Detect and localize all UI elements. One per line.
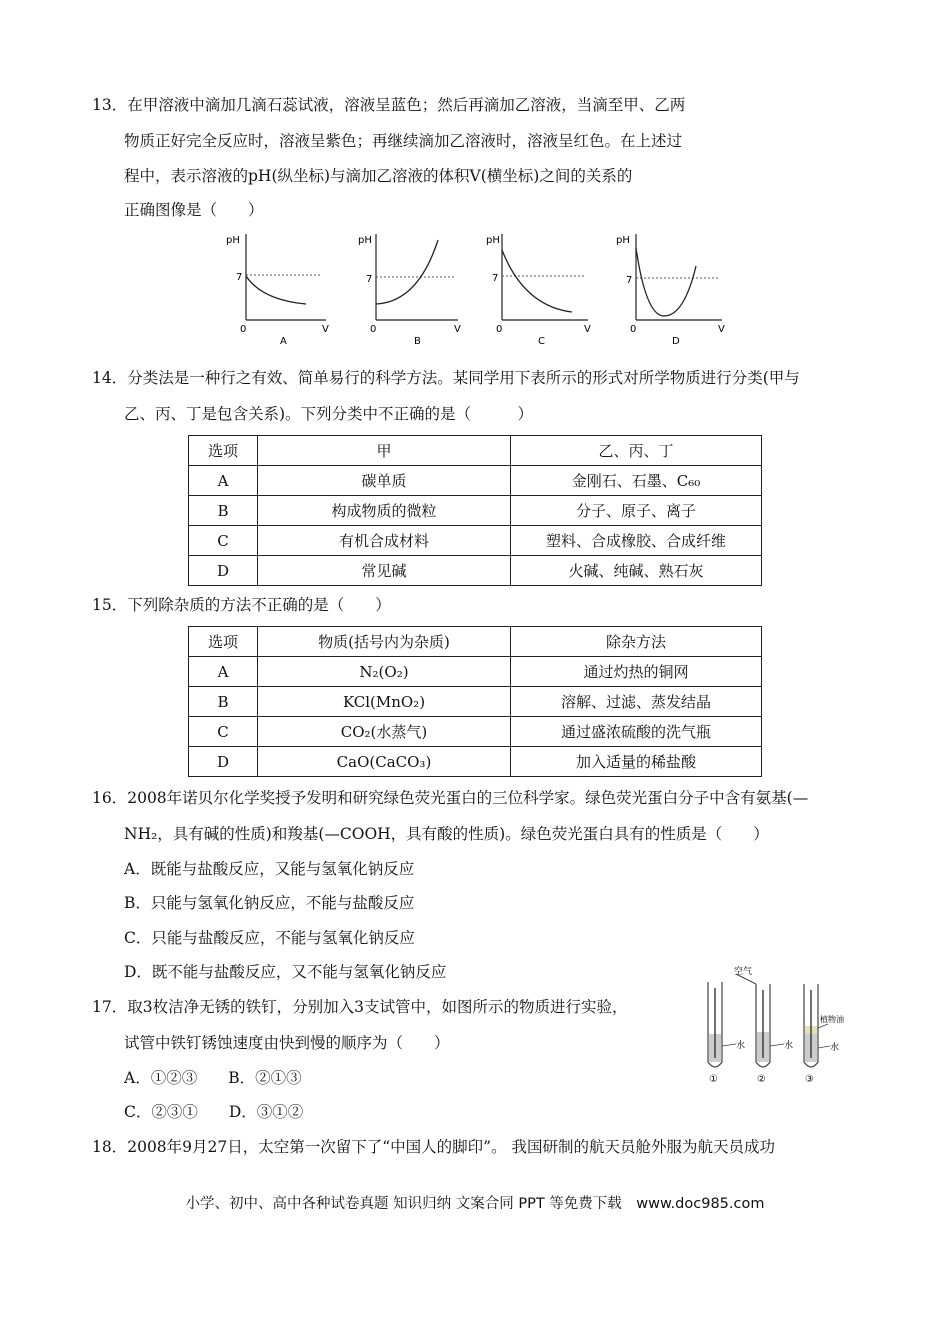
table-header-cell: 选项 bbox=[189, 436, 258, 466]
page-footer: 小学、初中、高中各种试卷真题 知识归纳 文案合同 PPT 等免费下载 www.doc985.com bbox=[185, 1196, 765, 1212]
table-header-row bbox=[189, 627, 762, 657]
graph-c-seven: 7 bbox=[492, 273, 499, 284]
q16-option-d: D．既不能与盐酸反应，又不能与氢氧化钠反应 bbox=[124, 963, 447, 981]
q13-line-4: 正确图像是（ ） bbox=[124, 201, 264, 219]
q16-option-a: A．既能与盐酸反应，又能与氢氧化钠反应 bbox=[124, 860, 415, 878]
graph-c-ylabel: pH bbox=[486, 235, 500, 246]
graph-b-ylabel: pH bbox=[358, 235, 372, 246]
tube-3-water-label: 水 bbox=[830, 1043, 840, 1053]
q16-option-c: C．只能与盐酸反应，不能与氢氧化钠反应 bbox=[124, 929, 415, 947]
graph-c-label: C bbox=[538, 336, 545, 346]
q14-line-1: 14．分类法是一种行之有效、简单易行的科学方法。某同学用下表所示的形式对所学物质进行分类(甲与 bbox=[92, 369, 800, 387]
table-header-cell: 除杂方法 bbox=[511, 627, 762, 657]
q16-line-1: 16．2008年诺贝尔化学奖授予发明和研究绿色荧光蛋白的三位科学家。绿色荧光蛋白分子中含有氨基(— bbox=[92, 789, 809, 807]
table-row bbox=[189, 717, 762, 747]
table-row bbox=[189, 687, 762, 717]
table-cell: C bbox=[189, 526, 258, 556]
tube-1-label: ① bbox=[709, 1074, 718, 1085]
table-row bbox=[189, 747, 762, 777]
q17-line-2: 试管中铁钉锈蚀速度由快到慢的顺序为（ ） bbox=[124, 1034, 450, 1052]
table-cell: 塑料、合成橡胶、合成纤维 bbox=[511, 526, 762, 556]
ph-graph-a bbox=[222, 228, 334, 346]
q13-line-3: 程中，表示溶液的pH(纵坐标)与滴加乙溶液的体积V(横坐标)之间的关系的 bbox=[124, 167, 633, 185]
table-cell: 溶解、过滤、蒸发结晶 bbox=[511, 687, 762, 717]
graph-a-seven: 7 bbox=[236, 272, 243, 283]
graph-c-origin: 0 bbox=[496, 324, 503, 335]
table-header-cell: 选项 bbox=[189, 627, 258, 657]
graph-a-label: A bbox=[280, 336, 287, 346]
tube-1-water-label: 水 bbox=[736, 1041, 746, 1051]
q15-line: 15．下列除杂质的方法不正确的是（ ） bbox=[92, 596, 391, 614]
table-row bbox=[189, 526, 762, 556]
ph-graph-d bbox=[612, 228, 730, 346]
graph-b-origin: 0 bbox=[370, 324, 377, 335]
table-row bbox=[189, 496, 762, 526]
table-header-cell: 物质(括号内为杂质) bbox=[258, 627, 511, 657]
table-cell: A bbox=[189, 657, 258, 687]
q17-options-row-1: A．①②③ B．②①③ bbox=[124, 1069, 302, 1087]
tube-3-label: ③ bbox=[805, 1074, 814, 1085]
q18-line: 18．2008年9月27日，太空第一次留下了“中国人的脚印”。 我国研制的航天员舱外服为航天员成功 bbox=[92, 1138, 776, 1156]
graph-b-seven: 7 bbox=[366, 274, 373, 285]
q17-options-row-2: C．②③① D．③①② bbox=[124, 1103, 304, 1121]
table-cell: 加入适量的稀盐酸 bbox=[511, 747, 762, 777]
ph-graph-c bbox=[484, 228, 596, 346]
table-cell: D bbox=[189, 747, 258, 777]
q17-line-1: 17．取3枚洁净无锈的铁钉，分别加入3支试管中，如图所示的物质进行实验， bbox=[92, 998, 628, 1016]
table-row bbox=[189, 556, 762, 586]
q13-line-1: 13．在甲溶液中滴加几滴石蕊试液，溶液呈蓝色；然后再滴加乙溶液，当滴至甲、乙两 bbox=[92, 96, 686, 114]
q16-line-2: NH₂，具有碱的性质)和羧基(—COOH，具有酸的性质)。绿色荧光蛋白具有的性质是（ ） bbox=[124, 825, 769, 843]
table-cell: 有机合成材料 bbox=[258, 526, 511, 556]
table-row bbox=[189, 466, 762, 496]
graph-a-xlabel: V bbox=[322, 324, 329, 335]
table-cell: B bbox=[189, 687, 258, 717]
table-cell: CO₂(水蒸气) bbox=[258, 717, 511, 747]
table-cell: 通过灼热的铜网 bbox=[511, 657, 762, 687]
tube-2-water-label: 水 bbox=[784, 1041, 794, 1051]
ph-graph-b bbox=[354, 228, 466, 346]
table-cell: N₂(O₂) bbox=[258, 657, 511, 687]
q14-line-2: 乙、丙、丁是包含关系)。下列分类中不正确的是（ ） bbox=[124, 405, 534, 423]
graph-c-xlabel: V bbox=[584, 324, 591, 335]
table-cell: A bbox=[189, 466, 258, 496]
table-cell: 碳单质 bbox=[258, 466, 511, 496]
table-cell: C bbox=[189, 717, 258, 747]
q15-table bbox=[188, 626, 762, 777]
table-cell: 构成物质的微粒 bbox=[258, 496, 511, 526]
tube-2-air-label: 空气 bbox=[734, 967, 753, 977]
graph-d-ylabel: pH bbox=[616, 235, 630, 246]
table-cell: 火碱、纯碱、熟石灰 bbox=[511, 556, 762, 586]
graph-a-origin: 0 bbox=[240, 324, 247, 335]
graph-d-xlabel: V bbox=[718, 324, 725, 335]
table-cell: B bbox=[189, 496, 258, 526]
table-cell: 金刚石、石墨、C₆₀ bbox=[511, 466, 762, 496]
graph-d-origin: 0 bbox=[630, 324, 637, 335]
q13-line-2: 物质正好完全反应时，溶液呈紫色；再继续滴加乙溶液时，溶液呈红色。在上述过 bbox=[124, 132, 683, 150]
table-header-cell: 乙、丙、丁 bbox=[511, 436, 762, 466]
tube-2-label: ② bbox=[757, 1074, 766, 1085]
table-cell: 常见碱 bbox=[258, 556, 511, 586]
table-cell: CaO(CaCO₃) bbox=[258, 747, 511, 777]
graph-b-xlabel: V bbox=[454, 324, 461, 335]
table-cell: D bbox=[189, 556, 258, 586]
table-header-row bbox=[189, 436, 762, 466]
graph-a-ylabel: pH bbox=[226, 235, 240, 246]
graph-b-label: B bbox=[414, 336, 421, 346]
graph-d-label: D bbox=[672, 336, 680, 346]
table-cell: KCl(MnO₂) bbox=[258, 687, 511, 717]
table-cell: 分子、原子、离子 bbox=[511, 496, 762, 526]
table-header-cell: 甲 bbox=[258, 436, 511, 466]
table-cell: 通过盛浓硫酸的洗气瓶 bbox=[511, 717, 762, 747]
q16-option-b: B．只能与氢氧化钠反应，不能与盐酸反应 bbox=[124, 894, 415, 912]
tube-3-oil-label: 植物油 bbox=[820, 1015, 844, 1024]
q14-table bbox=[188, 435, 762, 586]
table-row bbox=[189, 657, 762, 687]
test-tubes-figure bbox=[696, 966, 856, 1086]
graph-d-seven: 7 bbox=[626, 275, 633, 286]
